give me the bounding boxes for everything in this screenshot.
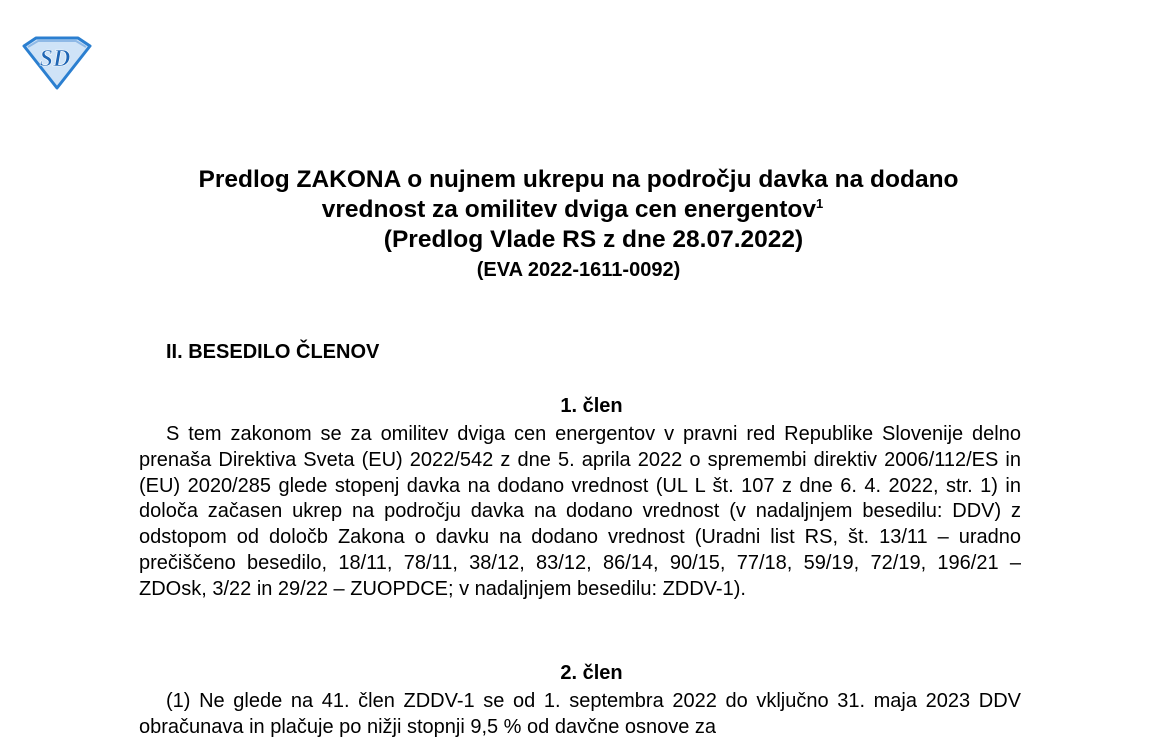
article-1-heading: 1. člen <box>560 395 623 417</box>
title-line-1: Predlog ZAKONA o nujnem ukrepu na področju davka na dodano <box>198 166 959 193</box>
article-2-text: (1) Ne glede na 41. člen ZDDV-1 se od 1. septembra 2022 do vključno 31. maja 2023 DDV obračunava in plačuje po nižji stopnji 9,5 % od davčne osnove za <box>139 690 1021 738</box>
article-1-text: S tem zakonom se za omilitev dviga cen energentov v pravni red Republike Slovenije delno prenaša Direktiva Sveta (EU) 2022/542 z dne 5. aprila 2022 o spremembi direktiv 2006/112/ES in (EU) 2020/285 glede stopenj davka na dodano vrednost (UL L št. 107 z dne 6. 4. 2022, str. 1) in določa začasen ukrep na področju davka na dodano vrednost (v nadaljnjem besedilu: DDV) z odstopom od določb Zakona o davku na dodano vrednost (Uradni list RS, št. 13/11 – uradno prečiščeno besedilo, 18/11, 78/11, 38/12, 83/12, 86/14, 90/15, 77/18, 59/19, 72/19, 196/21 – ZDOsk, 3/22 in 29/22 – ZUOPDCE; v nadaljnjem besedilu: ZDDV-1). <box>139 423 1021 600</box>
title-line-3: (Predlog Vlade RS z dne 28.07.2022) <box>383 226 804 253</box>
title-line-2-text: vrednost za omilitev dviga cen energentov <box>321 196 816 223</box>
title-line-2 <box>0 195 1151 225</box>
logo-text: SD <box>39 46 71 72</box>
article-2-heading: 2. člen <box>560 662 623 684</box>
document-title-block <box>0 165 1157 283</box>
eva-number: (EVA 2022-1611-0092) <box>476 259 681 281</box>
section-heading: II. BESEDILO ČLENOV <box>166 341 380 363</box>
footnote-mark[interactable]: 1 <box>816 195 824 211</box>
sd-shield-logo-icon <box>20 36 94 90</box>
